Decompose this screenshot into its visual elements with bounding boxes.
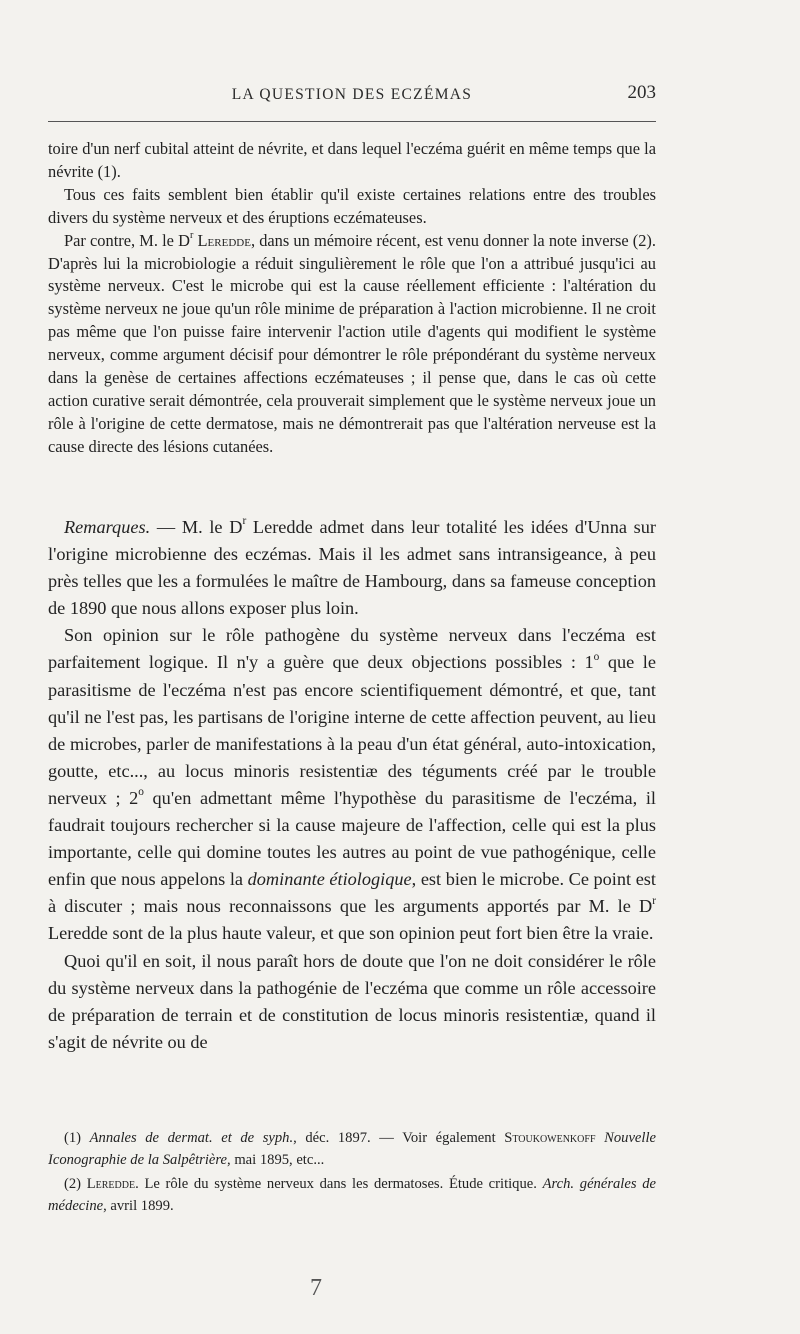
page-number: 203 xyxy=(627,82,656,103)
p4-text-1: — M. le D xyxy=(150,517,243,537)
footnote-1-text-1: , déc. 1897. — Voir également xyxy=(293,1130,505,1146)
p5-text-5: Leredde sont de la plus haute valeur, et que son opinion peut fort bien être la vraie. xyxy=(48,923,654,944)
paragraph-3 xyxy=(48,230,656,459)
footnote-1-author: Stoukowenkoff xyxy=(504,1130,596,1146)
footnote-2-text-1: Le rôle du système nerveux dans les dermatoses. Étude critique. xyxy=(138,1176,543,1192)
header-rule xyxy=(48,121,656,122)
p5-sup-3: r xyxy=(652,894,656,907)
p3-sup: r xyxy=(189,229,194,241)
paragraph-2: Tous ces faits semblent bien établir qu'il existe certaines relations entre des troubles divers du système nerveux et des éruptions eczémateuses. xyxy=(48,184,656,227)
p5-text-2: que le parasitisme de l'eczéma n'est pas encore scientifiquement démontré, et que, tant qu'il ne l'est pas, les partisans de l'origine interne de cette affection peuvent, au lieu de microbes, parler de manifestations à la peau d'un état général, auto-intoxication, goutte, etc..., au locus minoris resistentiæ des téguments créé par le trouble nerveux ; 2 xyxy=(48,652,656,808)
paragraph-6: Quoi qu'il en soit, il nous paraît hors de doute que l'on ne doit considérer le rôle du système nerveux dans la pathogénie de l'eczéma que comme un rôle accessoire de préparation de terrain et de constitution de locus minoris resistentiæ, quand il s'agit de névrite ou de xyxy=(48,950,656,1052)
footnote-1-journal: Annales de dermat. et de syph. xyxy=(89,1130,294,1146)
footnote-1-work: Nouvelle Iconographie de la Salpêtrière xyxy=(48,1130,656,1168)
footnote-2-author: Leredde. xyxy=(86,1176,139,1192)
footnotes xyxy=(48,1127,656,1219)
signature-mark: 7 xyxy=(310,1275,322,1301)
small-print-block xyxy=(48,138,656,459)
p5-sup-2: o xyxy=(138,786,144,799)
main-text-block xyxy=(48,514,656,1056)
footnote-1 xyxy=(48,1127,656,1171)
paragraph-5 xyxy=(48,622,656,947)
footnote-2-mark: (2) xyxy=(64,1176,82,1192)
p5-sup-1: o xyxy=(593,650,600,663)
footnote-2 xyxy=(48,1173,656,1217)
page-header xyxy=(48,82,656,110)
p5-italic-term: dominante étiologique xyxy=(247,869,412,890)
footnote-2-journal: Arch. générales de médecine xyxy=(48,1176,656,1214)
footnote-2-text-2: , avril 1899. xyxy=(103,1198,174,1214)
paragraph-4 xyxy=(48,514,656,622)
p3-author-name: Leredde xyxy=(197,230,251,250)
p3-text-1: Par contre, M. le D xyxy=(64,230,190,250)
remarques-heading: Remarques. xyxy=(64,517,151,537)
p5-text-4: , est bien le microbe. Ce point est à discuter ; mais nous reconnaissons que les arguments apportés par M. le D xyxy=(48,869,656,917)
footnote-1-mark: (1) xyxy=(64,1130,82,1146)
p3-text-2: , dans un mémoire récent, est venu donner la note inverse (2). D'après lui la microbiologie a réduit singulièrement le rôle que l'on a attribué jusqu'ici au système nerveux. C'est le microbe qui est la cause réellement efficiente : l'altération du système nerveux ne joue qu'un rôle minime de préparation à l'action microbienne. Il ne croit pas même que l'on puisse faire intervenir l'action utile d'agents qui modifient le système nerveux, comme argument décisif pour démontrer le rôle prépondérant du système nerveux dans la genèse de certaines affections eczémateuses ; il pense que, dans le cas où cette action curative serait démontrée, cela prouverait simplement que le système nerveux joue un rôle à l'origine de cette dermatose, mais ne démontrerait pas que l'altération nerveuse est la cause directe des lésions cutanées. xyxy=(48,230,656,456)
paragraph-1: toire d'un nerf cubital atteint de névrite, et dans lequel l'eczéma guérit en même temps que la névrite (1). xyxy=(48,139,656,181)
p4-sup: r xyxy=(242,515,247,528)
p4-text-2: Leredde admet dans leur totalité les idées d'Unna sur l'origine microbienne des eczémas. Mais il les admet sans intransigeance, à peu près telles que les a formulées le maître de Hambourg, dans sa fameuse conception de 1890 que nous allons exposer plus loin. xyxy=(48,517,656,619)
p5-text-1: Son opinion sur le rôle pathogène du système nerveux dans l'eczéma est parfaitement logique. Il n'y a guère que deux objections possibles : 1 xyxy=(48,625,656,673)
footnote-1-text-2: , mai 1895, etc... xyxy=(227,1152,325,1168)
running-title: LA QUESTION DES ECZÉMAS xyxy=(231,86,473,103)
p5-text-3: qu'en admettant même l'hypothèse du parasitisme de l'eczéma, il faudrait toujours rechercher si la cause majeure de l'affection, celle qui est la plus importante, celle qui domine toutes les autres au point de vue pathogénique, celle enfin que nous appelons la xyxy=(48,787,656,890)
